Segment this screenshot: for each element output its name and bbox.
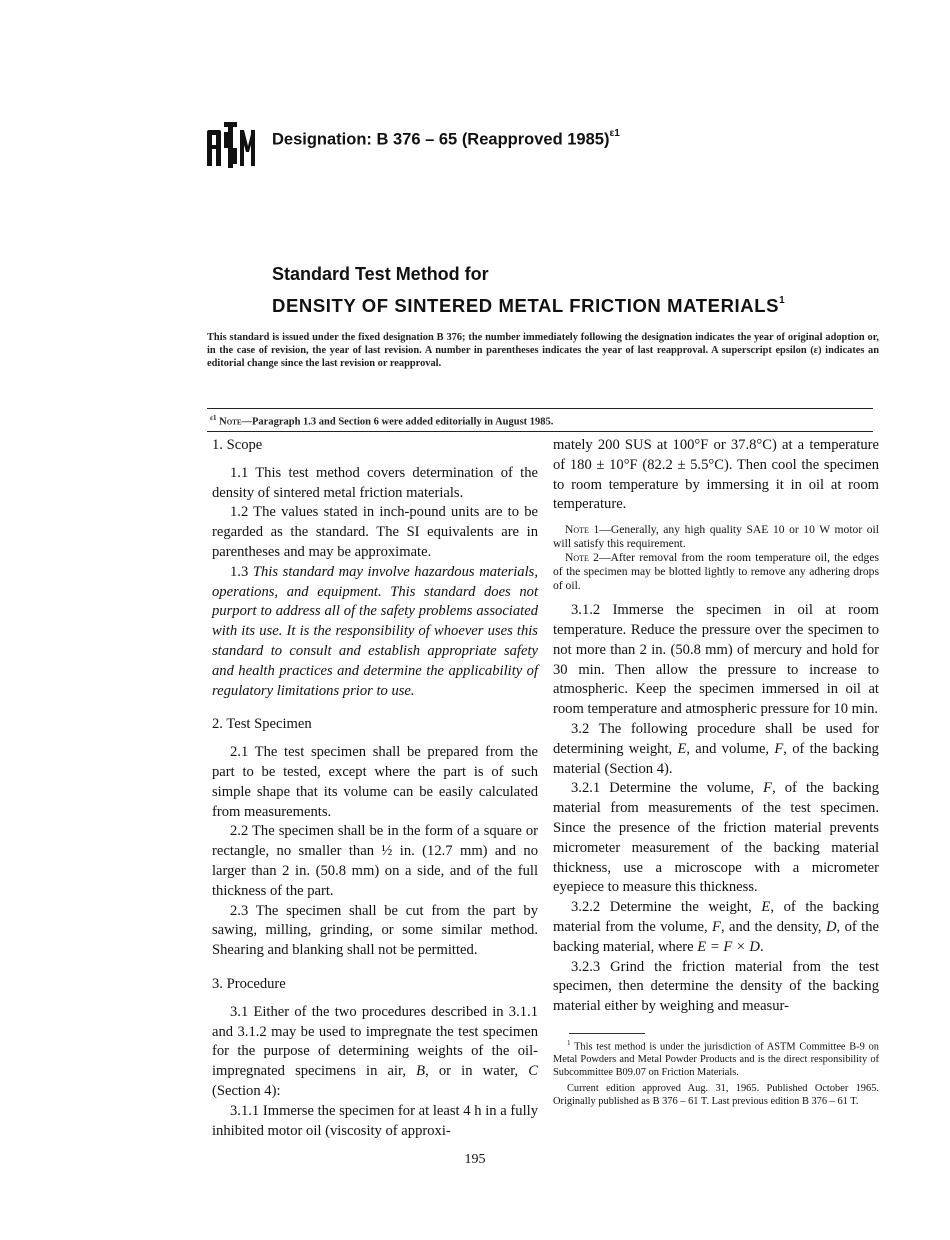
page-number: 195 — [464, 1152, 486, 1167]
paragraph: 1.2 The values stated in inch-pound units are to be regarded as the standard. The SI equivalents are in parentheses and may be approximate. — [212, 504, 538, 560]
paragraph: 3.1 Either of the two procedures described in 3.1.1 and 3.1.2 may be used to impregnate the test specimen for the purpose of determining weights of the oil-impregnated specimens in air, B, or in water, C (Section 4): — [212, 1003, 539, 1099]
paragraph: 3.2.1 Determine the volume, F, of the backing material from measurements of the test specimen. Since the presence of the friction material prevents micrometer measurement of the backing material thickness, use a microscope with a micrometer eyepiece to measure this thickness. — [553, 780, 879, 896]
paragraph: 2.2 The specimen shall be in the form of a square or rectangle, no smaller than ½ in. (12.7 mm) and no larger than 2 in. (50.8 mm) on a side, and of the full thickness of the part. — [212, 823, 538, 899]
footnote-2: Current edition approved Aug. 31, 1965. Published October 1965. Originally published as B 376 – 61 T. Last previous edition B 376 – 61 T. — [553, 1083, 879, 1107]
divider — [207, 431, 873, 432]
note-1: Note 1—Generally, any high quality SAE 10 or 10 W motor oil will satisfy this requirement. — [553, 523, 880, 551]
footnote-1: $^1$ This test method is under the jurisdiction of ASTM Committee B-9 on Metal Powders and Metal Powder Products and is the direct responsibility of Subcommittee B09.07 on Friction Materials. — [553, 1038, 879, 1078]
paragraph: 1.1 This test method covers determination of the density of sintered metal friction materials. — [212, 464, 538, 501]
footnote-divider — [569, 1033, 645, 1034]
paragraph: 3.1.1 Immerse the specimen for at least 4 h in a fully inhibited motor oil (viscosity of approxi- — [212, 1102, 538, 1139]
astm-logo — [205, 118, 257, 170]
section-heading: 3. Procedure — [212, 975, 286, 992]
document-title: DENSITY OF SINTERED METAL FRICTION MATERIALS$^1$ — [272, 295, 786, 317]
title-prefix: Standard Test Method for — [272, 264, 489, 284]
paragraph: 3.2.2 Determine the weight, E, of the backing material from the volume, F, and the density, D, of the backing material, where E = F × D. — [553, 899, 879, 955]
section-heading: 2. Test Specimen — [212, 716, 312, 733]
title-block — [272, 262, 892, 319]
divider — [207, 408, 873, 409]
epsilon-note: $^{\varepsilon 1}$ Note—Paragraph 1.3 and Section 6 were added editorially in August 1985. — [210, 414, 554, 428]
paragraph: 1.3 This standard may involve hazardous materials, operations, and equipment. This standard does not purport to address all of the safety problems associated with its use. It is the responsibility of whoever uses this standard to consult and establish appropriate safety and health practices and determine the applicability of regulatory limitations prior to use. — [212, 563, 538, 699]
paragraph: 2.1 The test specimen shall be prepared from the part to be tested, except where the part is of such simple shape that its volume can be easily calculated from measurements. — [212, 744, 538, 820]
paragraph: 3.2.3 Grind the friction material from the test specimen, then determine the density of the backing material either by weighing and measur- — [553, 958, 879, 1015]
paragraph: 2.3 The specimen shall be cut from the part by sawing, milling, grinding, or some similar method. Shearing and blanking shall not be permitted. — [212, 902, 538, 959]
section-heading: 1. Scope — [212, 437, 263, 453]
left-column — [212, 436, 538, 1141]
designation: Designation: B 376 – 65 (Reapproved 1985)$^{\varepsilon 1}$ — [272, 128, 620, 149]
paragraph: 3.2 The following procedure shall be used for determining weight, E, and volume, F, of the backing material (Section 4). — [553, 720, 879, 777]
note-2: Note 2—After removal from the room temperature oil, the edges of the specimen may be blotted lightly to remove any adhering drops of oil. — [553, 551, 879, 593]
right-column — [553, 436, 879, 1108]
paragraph: 3.1.2 Immerse the specimen in oil at room temperature. Reduce the pressure over the specimen to not more than 2 in. (50.8 mm) of mercury and hold for 30 min. Then allow the pressure to increase to atmospheric. Keep the specimen immersed in oil at room temperature and atmospheric pressure for 10 min. — [553, 602, 879, 718]
paragraph: mately 200 SUS at 100°F or 37.8°C) at a temperature of 180 ± 10°F (82.2 ± 5.5°C). Then cool the specimen to room temperature by immersing it in oil at room temperature. — [553, 437, 879, 513]
issued-note: This standard is issued under the fixed designation B 376; the number immediately following the designation indicates the year of original adoption or, in the case of revision, the year of last revision. A number in parentheses indicates the year of last reapproval. A superscript epsilon (ε) indicates an editorial change since the last revision or reapproval. — [207, 332, 879, 369]
